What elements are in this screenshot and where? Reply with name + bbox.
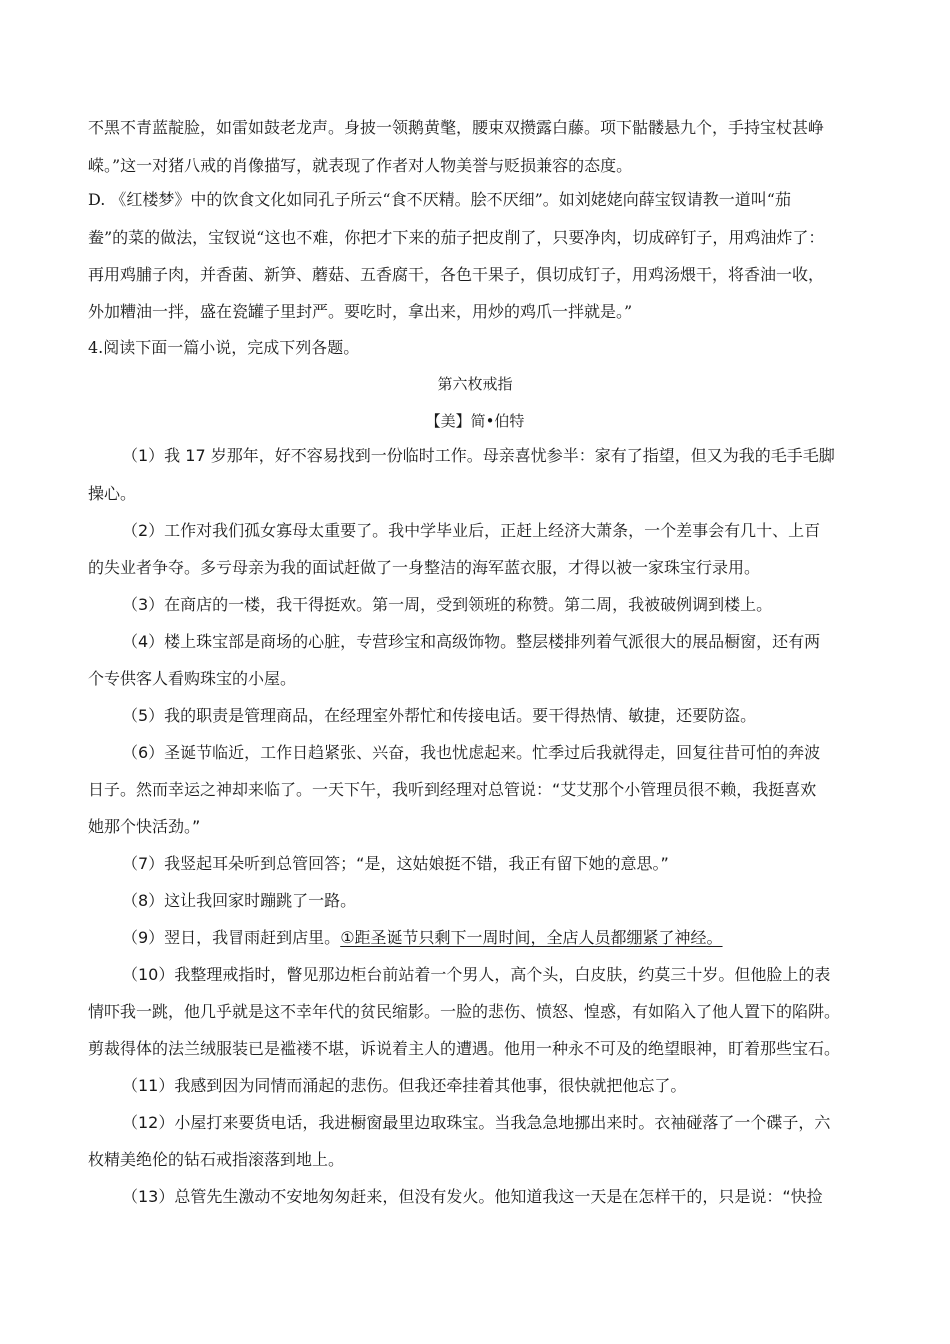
story-author: 【美】简•伯特 [425, 412, 525, 430]
story-para-13-line-1: （13）总管先生激动不安地匆匆赶来，但没有发火。他知道我这一天是在怎样干的，只是说：“快捡 [122, 1187, 823, 1206]
story-para-6-line-3: 她那个快活劲。” [88, 817, 201, 836]
story-para-10-line-1: （10）我整理戒指时，瞥见那边柜台前站着一个男人，高个头，白皮肤，约莫三十岁。但他脸上的表 [122, 965, 831, 984]
story-title: 第六枚戒指 [437, 375, 513, 393]
story-para-1-line-2: 操心。 [88, 484, 137, 503]
question-4-prompt: 4.阅读下面一篇小说，完成下列各题。 [88, 338, 360, 357]
story-para-9-text: （9）翌日，我冒雨赶到店里。 [122, 928, 341, 947]
story-para-1-line-1: （1）我 17 岁那年，好不容易找到一份临时工作。母亲喜忧参半：家有了指望，但又为我的毛手毛脚 [122, 446, 835, 465]
option-c-line-1: 不黑不青蓝靛脸，如雷如鼓老龙声。身披一领鹅黄氅，腰束双攒露白藤。项下骷髅悬九个，手持宝杖甚峥 [88, 118, 825, 137]
story-para-4-line-1: （4）楼上珠宝部是商场的心脏，专营珍宝和高级饰物。整层楼排列着气派很大的展品橱窗，还有两 [122, 632, 821, 651]
story-para-7: （7）我竖起耳朵听到总管回答；“是，这姑娘挺不错，我正有留下她的意思。” [122, 854, 669, 873]
story-para-12-line-1: （12）小屋打来要货电话，我进橱窗最里边取珠宝。当我急急地挪出来时。衣袖碰落了一个碟子，六 [122, 1113, 831, 1132]
story-para-2-line-1: （2）工作对我们孤女寡母太重要了。我中学毕业后，正赶上经济大萧条，一个差事会有几十、上百 [122, 521, 821, 540]
option-d-line-2: 鲞”的菜的做法，宝钗说“这也不难，你把才下来的茄子把皮削了，只要净肉，切成碎钉子，用鸡油炸了： [88, 228, 825, 247]
option-c-line-2: 嵘。”这一对猪八戒的肖像描写，就表现了作者对人物美誉与贬损兼容的态度。 [88, 156, 633, 175]
story-para-11: （11）我感到因为同情而涌起的悲伤。但我还牵挂着其他事，很快就把他忘了。 [122, 1076, 687, 1095]
story-para-6-line-2: 日子。然而幸运之神却来临了。一天下午，我听到经理对总管说：“艾艾那个小管理员很不赖，我挺喜欢 [88, 780, 817, 799]
story-para-2-line-2: 的失业者争夺。多亏母亲为我的面试赶做了一身整洁的海军蓝衣服，才得以被一家珠宝行录用。 [88, 558, 761, 577]
story-para-12-line-2: 枚精美绝伦的钻石戒指滚落到地上。 [88, 1150, 345, 1169]
option-d-line-3: 再用鸡脯子肉，并香菌、新笋、蘑菇、五香腐干，各色干果子，俱切成钉子，用鸡汤煨干，将香油一收， [88, 265, 825, 284]
story-para-8: （8）这让我回家时蹦跳了一路。 [122, 891, 357, 910]
story-para-10-line-2: 情吓我一跳，他几乎就是这不幸年代的贫民缩影。一脸的悲伤、愤怒、惶惑，有如陷入了他人置下的陷阱。 [88, 1002, 841, 1021]
story-para-9 [122, 928, 723, 948]
story-para-10-line-3: 剪裁得体的法兰绒服装已是褴褛不堪，诉说着主人的遭遇。他用一种永不可及的绝望眼神，盯着那些宝石。 [88, 1039, 841, 1058]
story-para-5: （5）我的职责是管理商品，在经理室外帮忙和传接电话。要干得热情、敏捷，还要防盗。 [122, 706, 757, 725]
story-para-3: （3）在商店的一楼，我干得挺欢。第一周，受到领班的称赞。第二周，我被破例调到楼上。 [122, 595, 773, 614]
option-d-line-1: D. 《红楼梦》中的饮食文化如同孔子所云“食不厌精。脍不厌细”。如刘姥姥向薛宝钗请教一道叫“茄 [88, 190, 791, 209]
underlined-sentence-1: ①距圣诞节只剩下一周时间，全店人员都绷紧了神经。 [340, 928, 723, 947]
option-d-line-4: 外加糟油一拌，盛在瓷罐子里封严。要吃时，拿出来，用炒的鸡爪一拌就是。” [88, 302, 633, 321]
story-para-6-line-1: （6）圣诞节临近，工作日趋紧张、兴奋，我也忧虑起来。忙季过后我就得走，回复往昔可怕的奔波 [122, 743, 821, 762]
story-para-4-line-2: 个专供客人看购珠宝的小屋。 [88, 669, 297, 688]
